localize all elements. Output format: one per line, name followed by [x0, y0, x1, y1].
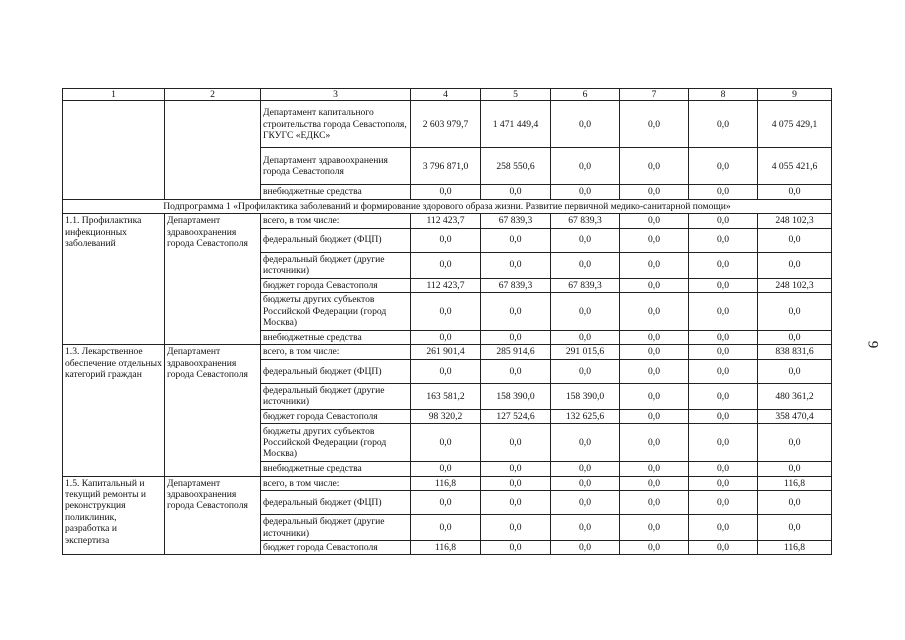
amount-cell: 248 102,3: [758, 214, 832, 228]
table-row: [63, 214, 832, 228]
amount-cell: 67 839,3: [481, 214, 551, 228]
executor-name: Департамент здравоохранения города Севастополя: [165, 345, 261, 476]
amount-cell: 112 423,7: [411, 278, 481, 292]
funding-source: Департамент здравоохранения города Севастополя: [261, 148, 411, 185]
page-number: 9: [864, 340, 881, 349]
amount-cell: 2 603 979,7: [411, 101, 481, 148]
amount-cell: 0,0: [551, 101, 620, 148]
amount-cell: 0,0: [551, 515, 620, 541]
amount-cell: 158 390,0: [481, 383, 551, 409]
funding-source: бюджет города Севастополя: [261, 541, 411, 555]
funding-source: Департамент капитального строительства города Севастополя, ГКУГС «ЕДКС»: [261, 101, 411, 148]
amount-cell: 0,0: [551, 476, 620, 490]
amount-cell: 0,0: [620, 515, 689, 541]
amount-cell: 0,0: [689, 424, 758, 462]
amount-cell: 0,0: [689, 476, 758, 490]
amount-cell: 3 796 871,0: [411, 148, 481, 185]
subprogram-row: [63, 199, 832, 213]
amount-cell: 0,0: [620, 252, 689, 278]
funding-source: федеральный бюджет (другие источники): [261, 252, 411, 278]
funding-source: федеральный бюджет (ФЦП): [261, 491, 411, 515]
amount-cell: 0,0: [481, 252, 551, 278]
amount-cell: 291 015,6: [551, 345, 620, 359]
amount-cell: 0,0: [620, 541, 689, 555]
column-number: 9: [758, 89, 832, 101]
amount-cell: 0,0: [481, 491, 551, 515]
amount-cell: 0,0: [620, 293, 689, 331]
amount-cell: 0,0: [481, 476, 551, 490]
amount-cell: 0,0: [689, 214, 758, 228]
amount-cell: 0,0: [620, 148, 689, 185]
executor-name: Департамент здравоохранения города Севастополя: [165, 476, 261, 555]
measure-name: 1.1. Профилактика инфекционных заболеваний: [63, 214, 165, 345]
amount-cell: 0,0: [689, 293, 758, 331]
funding-source: внебюджетные средства: [261, 331, 411, 345]
amount-cell: 0,0: [620, 331, 689, 345]
amount-cell: 0,0: [411, 293, 481, 331]
amount-cell: 116,8: [411, 541, 481, 555]
amount-cell: 0,0: [689, 228, 758, 252]
amount-cell: 0,0: [689, 331, 758, 345]
amount-cell: 0,0: [551, 491, 620, 515]
amount-cell: 0,0: [689, 148, 758, 185]
amount-cell: 0,0: [758, 252, 832, 278]
amount-cell: 0,0: [758, 515, 832, 541]
amount-cell: 0,0: [758, 424, 832, 462]
amount-cell: 0,0: [758, 462, 832, 476]
amount-cell: 116,8: [758, 541, 832, 555]
amount-cell: 258 550,6: [481, 148, 551, 185]
funding-source: внебюджетные средства: [261, 462, 411, 476]
column-number: 7: [620, 89, 689, 101]
budget-table: [62, 88, 832, 555]
amount-cell: 0,0: [411, 491, 481, 515]
amount-cell: 0,0: [620, 359, 689, 383]
amount-cell: 0,0: [689, 515, 758, 541]
amount-cell: 0,0: [551, 293, 620, 331]
amount-cell: 67 839,3: [481, 278, 551, 292]
amount-cell: 0,0: [689, 101, 758, 148]
amount-cell: 0,0: [551, 185, 620, 199]
funding-source: федеральный бюджет (ФЦП): [261, 359, 411, 383]
amount-cell: 261 901,4: [411, 345, 481, 359]
amount-cell: 0,0: [411, 228, 481, 252]
amount-cell: 132 625,6: [551, 409, 620, 423]
amount-cell: 0,0: [551, 148, 620, 185]
funding-source: федеральный бюджет (ФЦП): [261, 228, 411, 252]
amount-cell: 0,0: [689, 359, 758, 383]
amount-cell: 0,0: [551, 252, 620, 278]
amount-cell: 0,0: [481, 331, 551, 345]
funding-source: федеральный бюджет (другие источники): [261, 515, 411, 541]
subprogram-title: Подпрограмма 1 «Профилактика заболеваний и формирование здорового образа жизни. Развитие первичной медико-санитарной помощи»: [63, 199, 832, 213]
amount-cell: 0,0: [620, 424, 689, 462]
amount-cell: 0,0: [620, 409, 689, 423]
table-row: [63, 476, 832, 490]
amount-cell: 0,0: [689, 345, 758, 359]
funding-source: бюджеты других субъектов Российской Федерации (город Москва): [261, 424, 411, 462]
amount-cell: 0,0: [620, 214, 689, 228]
amount-cell: 0,0: [481, 228, 551, 252]
amount-cell: 0,0: [620, 345, 689, 359]
funding-source: внебюджетные средства: [261, 185, 411, 199]
amount-cell: 0,0: [620, 462, 689, 476]
amount-cell: 112 423,7: [411, 214, 481, 228]
funding-source: бюджет города Севастополя: [261, 409, 411, 423]
amount-cell: 163 581,2: [411, 383, 481, 409]
amount-cell: 0,0: [758, 359, 832, 383]
amount-cell: 0,0: [689, 252, 758, 278]
amount-cell: 0,0: [551, 331, 620, 345]
amount-cell: 0,0: [689, 185, 758, 199]
amount-cell: 158 390,0: [551, 383, 620, 409]
amount-cell: 0,0: [411, 424, 481, 462]
amount-cell: 480 361,2: [758, 383, 832, 409]
funding-source: бюджеты других субъектов Российской Федерации (город Москва): [261, 293, 411, 331]
amount-cell: 0,0: [758, 185, 832, 199]
amount-cell: 0,0: [481, 359, 551, 383]
empty-cell: [63, 101, 165, 199]
amount-cell: 0,0: [689, 491, 758, 515]
amount-cell: 0,0: [481, 185, 551, 199]
amount-cell: 248 102,3: [758, 278, 832, 292]
amount-cell: 0,0: [411, 515, 481, 541]
table-row: [63, 345, 832, 359]
amount-cell: 0,0: [411, 185, 481, 199]
amount-cell: 0,0: [620, 383, 689, 409]
empty-cell: [165, 101, 261, 199]
funding-source: федеральный бюджет (другие источники): [261, 383, 411, 409]
column-number: 3: [261, 89, 411, 101]
amount-cell: 0,0: [481, 424, 551, 462]
column-number: 4: [411, 89, 481, 101]
amount-cell: 0,0: [689, 278, 758, 292]
amount-cell: 0,0: [551, 228, 620, 252]
column-number: 5: [481, 89, 551, 101]
amount-cell: 0,0: [620, 278, 689, 292]
amount-cell: 4 055 421,6: [758, 148, 832, 185]
amount-cell: 0,0: [620, 491, 689, 515]
amount-cell: 0,0: [551, 541, 620, 555]
amount-cell: 0,0: [758, 331, 832, 345]
column-number: 2: [165, 89, 261, 101]
amount-cell: 116,8: [758, 476, 832, 490]
measure-name: 1.5. Капитальный и текущий ремонты и реконструкция поликлиник, разработка и экспертиза: [63, 476, 165, 555]
amount-cell: 0,0: [620, 228, 689, 252]
amount-cell: 0,0: [620, 185, 689, 199]
column-number: 1: [63, 89, 165, 101]
amount-cell: 4 075 429,1: [758, 101, 832, 148]
amount-cell: 0,0: [411, 252, 481, 278]
funding-source: всего, в том числе:: [261, 476, 411, 490]
amount-cell: 67 839,3: [551, 214, 620, 228]
amount-cell: 838 831,6: [758, 345, 832, 359]
amount-cell: 0,0: [620, 476, 689, 490]
amount-cell: 0,0: [481, 462, 551, 476]
amount-cell: 0,0: [411, 359, 481, 383]
measure-name: 1.3. Лекарственное обеспечение отдельных категорий граждан: [63, 345, 165, 476]
amount-cell: 0,0: [689, 462, 758, 476]
amount-cell: 0,0: [481, 515, 551, 541]
column-number: 6: [551, 89, 620, 101]
amount-cell: 0,0: [689, 541, 758, 555]
funding-source: всего, в том числе:: [261, 345, 411, 359]
header-row: [63, 89, 832, 101]
amount-cell: 0,0: [689, 383, 758, 409]
amount-cell: 0,0: [620, 101, 689, 148]
amount-cell: 0,0: [411, 462, 481, 476]
amount-cell: 67 839,3: [551, 278, 620, 292]
amount-cell: 358 470,4: [758, 409, 832, 423]
amount-cell: 0,0: [551, 462, 620, 476]
amount-cell: 0,0: [758, 491, 832, 515]
funding-source: бюджет города Севастополя: [261, 278, 411, 292]
amount-cell: 0,0: [411, 331, 481, 345]
amount-cell: 0,0: [481, 293, 551, 331]
executor-name: Департамент здравоохранения города Севастополя: [165, 214, 261, 345]
amount-cell: 0,0: [758, 228, 832, 252]
amount-cell: 0,0: [551, 424, 620, 462]
amount-cell: 0,0: [551, 359, 620, 383]
table-row: [63, 101, 832, 148]
amount-cell: 116,8: [411, 476, 481, 490]
amount-cell: 0,0: [481, 541, 551, 555]
funding-source: всего, в том числе:: [261, 214, 411, 228]
amount-cell: 0,0: [689, 409, 758, 423]
amount-cell: 98 320,2: [411, 409, 481, 423]
amount-cell: 0,0: [758, 293, 832, 331]
column-number: 8: [689, 89, 758, 101]
amount-cell: 285 914,6: [481, 345, 551, 359]
amount-cell: 127 524,6: [481, 409, 551, 423]
amount-cell: 1 471 449,4: [481, 101, 551, 148]
